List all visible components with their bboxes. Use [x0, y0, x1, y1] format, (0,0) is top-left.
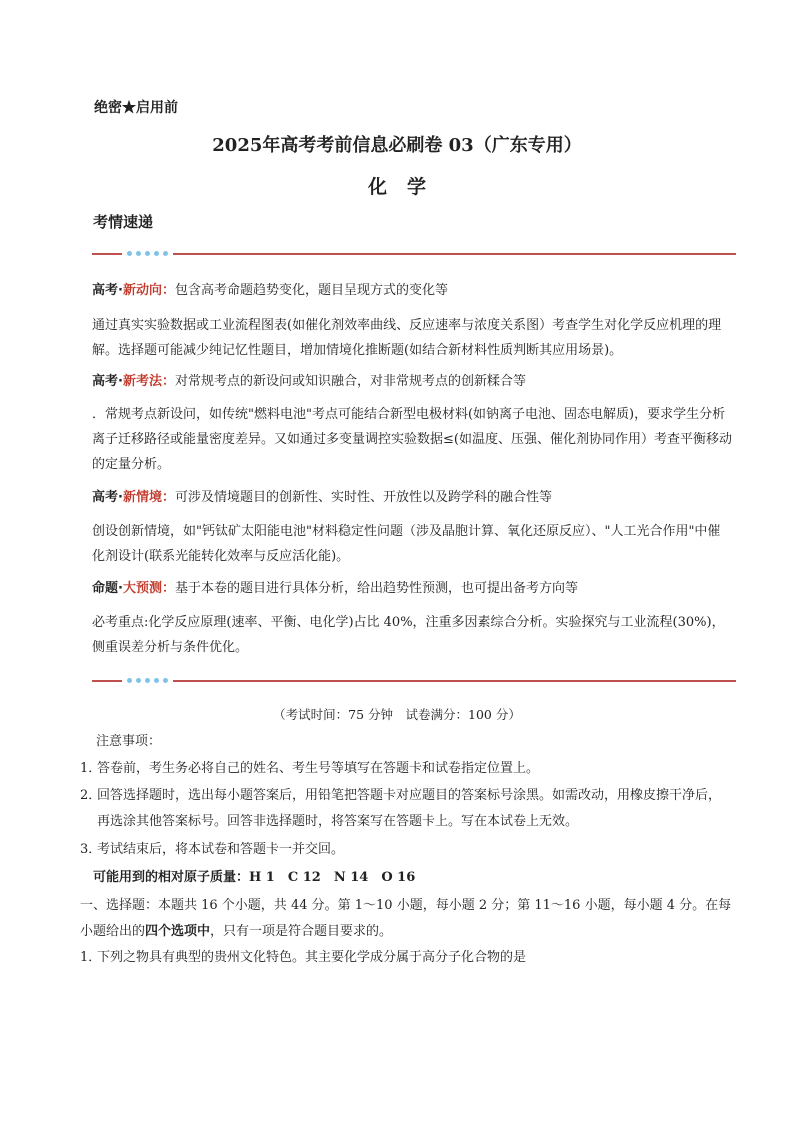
atomic-masses: 可能用到的相对原子质量：H 1 C 12 N 14 O 16	[93, 870, 416, 885]
exam-title: 2025年高考考前信息必刷卷 03（广东专用）	[212, 135, 582, 156]
section-one-instructions: 一、选择题：本题共 16 个小题，共 44 分。第 1～10 小题，每小题 2 分；第 11～16 小题，每小题 4 分。在每小题给出的四个选项中，只有一项是符合题目要求的。	[80, 898, 732, 939]
notice-item: 3． 考试结束后，将本试卷和答题卡一并交回。	[80, 842, 345, 857]
item-heading-4: 命题·大预测：基于本卷的题目进行具体分析，给出趋势性预测，也可提出备考方向等	[92, 581, 578, 596]
item-body-2: ．常规考点新设问，如传统"燃料电池"考点可能结合新型电极材料(如钠离子电池、固态电解质)，要求学生分析离子迁移路径或能量密度差异。又如通过多变量调控实验数据≤(如温度、压强、催化剂协同作用）考查平衡移动的定量分析。	[92, 407, 732, 472]
subject-title: 化学	[367, 176, 446, 198]
item-heading-1: 高考·新动向：包含高考命题趋势变化，题目呈现方式的变化等	[92, 283, 448, 298]
item-body-3: 创设创新情境，如"钙钛矿太阳能电池"材料稳定性问题（涉及晶胞计算、氧化还原反应）、"人工光合作用"中催化剂设计(联系光能转化效率与反应活化能)。	[92, 524, 721, 564]
item-body-1: 通过真实实验数据或工业流程图表(如催化剂效率曲线、反应速率与浓度关系图）考查学生对化学反应机理的理解。选择题可能减少纯记忆性题目，增加情境化推断题(如结合新材料性质判断其应用场景)。	[92, 318, 722, 358]
item-body-4: 必考重点:化学反应原理(速率、平衡、电化学)占比 40%，注重多因素综合分析。实验探究与工业流程(30%)，侧重误差分析与条件优化。	[92, 615, 725, 655]
secret-label: 绝密★启用前	[94, 100, 178, 116]
notice-item: 1． 答卷前，考生务必将自己的姓名、考生号等填写在答题卡和试卷指定位置上。	[80, 761, 540, 776]
notice-item: 2． 回答选择题时，选出每小题答案后，用铅笔把答题卡对应题目的答案标号涂黑。如需改动，用橡皮擦干净后，再选涂其他答案标号。回答非选择题时，将答案写在答题卡上。写在本试卷上无效。	[80, 788, 722, 829]
exam-info: （考试时间：75 分钟 试卷满分：100 分）	[273, 707, 521, 722]
divider-top	[92, 248, 736, 260]
item-heading-2: 高考·新考法：对常规考点的新设问或知识融合，对非常规考点的创新糅合等	[92, 374, 526, 389]
item-heading-3: 高考·新情境：可涉及情境题目的创新性、实时性、开放性以及跨学科的融合性等	[92, 490, 552, 505]
divider-bottom	[92, 675, 736, 687]
section-title: 考情速递	[93, 213, 154, 231]
question-1: 1． 下列之物具有典型的贵州文化特色。其主要化学成分属于高分子化合物的是	[80, 950, 527, 965]
notice-title: 注意事项：	[96, 734, 162, 749]
